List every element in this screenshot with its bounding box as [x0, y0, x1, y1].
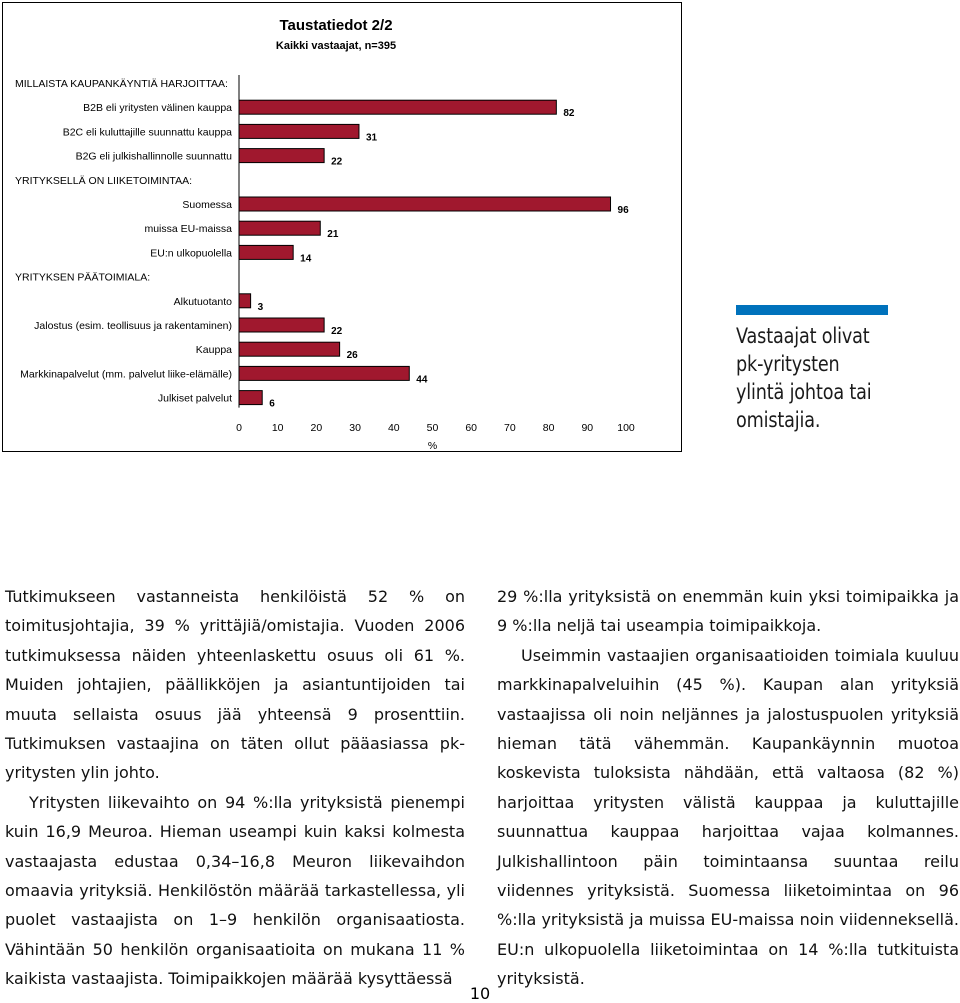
bar	[239, 318, 324, 332]
x-axis-label: %	[427, 440, 438, 451]
x-tick-label: 60	[465, 422, 478, 434]
x-tick-label: 20	[310, 422, 323, 434]
x-tick-label: 50	[426, 422, 439, 434]
bar-label: Alkutuotanto	[173, 295, 232, 308]
body-column-left	[5, 582, 465, 994]
x-tick-label: 10	[271, 422, 284, 434]
bar-label: Kauppa	[195, 344, 232, 357]
x-tick-label: 70	[504, 422, 516, 434]
bar	[239, 124, 359, 138]
body-paragraph: Tutkimukseen vastanneista henkilöistä 52 % on toimitusjohtajia, 39 % yrittäjiä/omistajia. Vuoden 2006 tutkimuksessa näiden yhteenlaskettu osuus oli 61 %. Muiden johtajien, päällikköjen ja asiantuntijoiden tai muuta sellaista osuus jää yhteensä 9 prosenttiin. Tutkimuksen vastaajina on täten ollut pääasiassa pk-yritysten ylin johto.	[5, 587, 465, 783]
x-tick-label: 0	[236, 422, 242, 434]
bar-label: Markkinapalvelut (mm. palvelut liike-elämälle)	[20, 368, 232, 381]
callout-line: omistajia.	[736, 408, 821, 432]
bar-value-label: 96	[617, 205, 629, 216]
chart-frame	[2, 2, 682, 452]
callout-text	[736, 322, 904, 434]
x-tick-label: 30	[349, 422, 361, 434]
x-tick-label: 90	[581, 422, 594, 434]
x-tick-label: 40	[387, 422, 400, 434]
callout-line: Vastaajat olivat	[736, 324, 870, 348]
bar-value-label: 22	[331, 326, 343, 337]
bar-value-label: 22	[331, 156, 343, 168]
bar-label: muissa EU-maissa	[144, 223, 232, 236]
chart-subtitle: Kaikki vastaajat, n=395	[275, 40, 397, 52]
bar	[239, 221, 320, 235]
x-tick-label: 100	[617, 422, 635, 434]
bar-value-label: 31	[365, 132, 378, 144]
bar-value-label: 44	[416, 374, 428, 386]
bar-label: B2B eli yritysten välinen kauppa	[83, 102, 232, 115]
bar	[239, 294, 251, 308]
body-column-right	[497, 582, 959, 994]
bar	[239, 149, 324, 163]
category-header: YRITYKSEN PÄÄTOIMIALA:	[15, 271, 151, 284]
bar-value-label: 3	[257, 301, 264, 313]
bar	[239, 245, 293, 259]
bar-value-label: 14	[300, 253, 312, 265]
chart-title: Taustatiedot 2/2	[279, 17, 393, 34]
bar-label: Julkiset palvelut	[157, 392, 232, 405]
bar-label: EU:n ulkopuolella	[150, 247, 232, 260]
callout-line: pk-yritysten	[736, 352, 840, 376]
bar-label: Suomessa	[182, 199, 232, 211]
bar-value-label: 26	[346, 350, 358, 362]
callout-line: ylintä johtoa tai	[736, 380, 872, 404]
x-tick-label: 80	[542, 422, 555, 434]
bar-value-label: 21	[327, 229, 339, 241]
bar	[239, 100, 556, 114]
bar-value-label: 6	[269, 398, 275, 410]
callout-accent-bar	[736, 305, 888, 315]
bar	[239, 197, 611, 211]
bar	[239, 391, 262, 405]
body-paragraph: 29 %:lla yrityksistä on enemmän kuin yksi toimipaikka ja 9 %:lla neljä tai useampia toimipaikkoja.	[497, 587, 959, 636]
bar-chart	[3, 3, 681, 451]
bar-label: Jalostus (esim. teollisuus ja rakentaminen)	[34, 320, 232, 332]
body-paragraph: Useimmin vastaajien organisaatioiden toimiala kuuluu markkinapalveluihin (45 %). Kaupan alan yrityksiä vastaajissa oli noin neljännes ja jalostuspuolen yrityksiä hieman tätä vähemmän. Kaupankäynnin muotoa koskevista tuloksista nähdään, että valtaosa (82 %) harjoittaa yritysten välistä kauppaa ja kuluttajille suunnattua kauppaa harjoittaa vajaa kolmannes. Julkishallintoon päin toimintaansa suuntaa reilu viidennes yrityksistä. Suomessa liiketoimintaa on 96 %:lla yrityksistä ja muissa EU-maissa noin viidenneksellä. EU:n ulkopuolella liiketoimintaa on 14 %:lla tutkituista yrityksistä.	[497, 645, 959, 989]
bar	[239, 342, 340, 356]
bar	[239, 366, 409, 380]
bar-label: B2G eli julkishallinnolle suunnattu	[75, 150, 232, 163]
category-header: YRITYKSELLÄ ON LIIKETOIMINTAA:	[15, 174, 192, 187]
page-number: 10	[469, 984, 491, 1003]
body-paragraph: Yritysten liikevaihto on 94 %:lla yrityksistä pienempi kuin 16,9 Meuroa. Hieman useampi kuin kaksi kolmesta vastaajasta edustaa 0,34–16,8 Meuron liikevaihdon omaavia yrityksiä. Henkilöstön määrää tarkastellessa, yli puolet vastaajista on 1–9 henkilön organisaatiosta. Vähintään 50 henkilön organisaatioita on mukana 11 % kaikista vastaajista. Toimipaikkojen määrää kysyttäessä	[5, 792, 465, 989]
category-header: MILLAISTA KAUPANKÄYNTIÄ HARJOITTAA:	[15, 78, 228, 90]
bar-value-label: 82	[563, 108, 575, 120]
bar-label: B2C eli kuluttajille suunnattu kauppa	[62, 126, 232, 139]
